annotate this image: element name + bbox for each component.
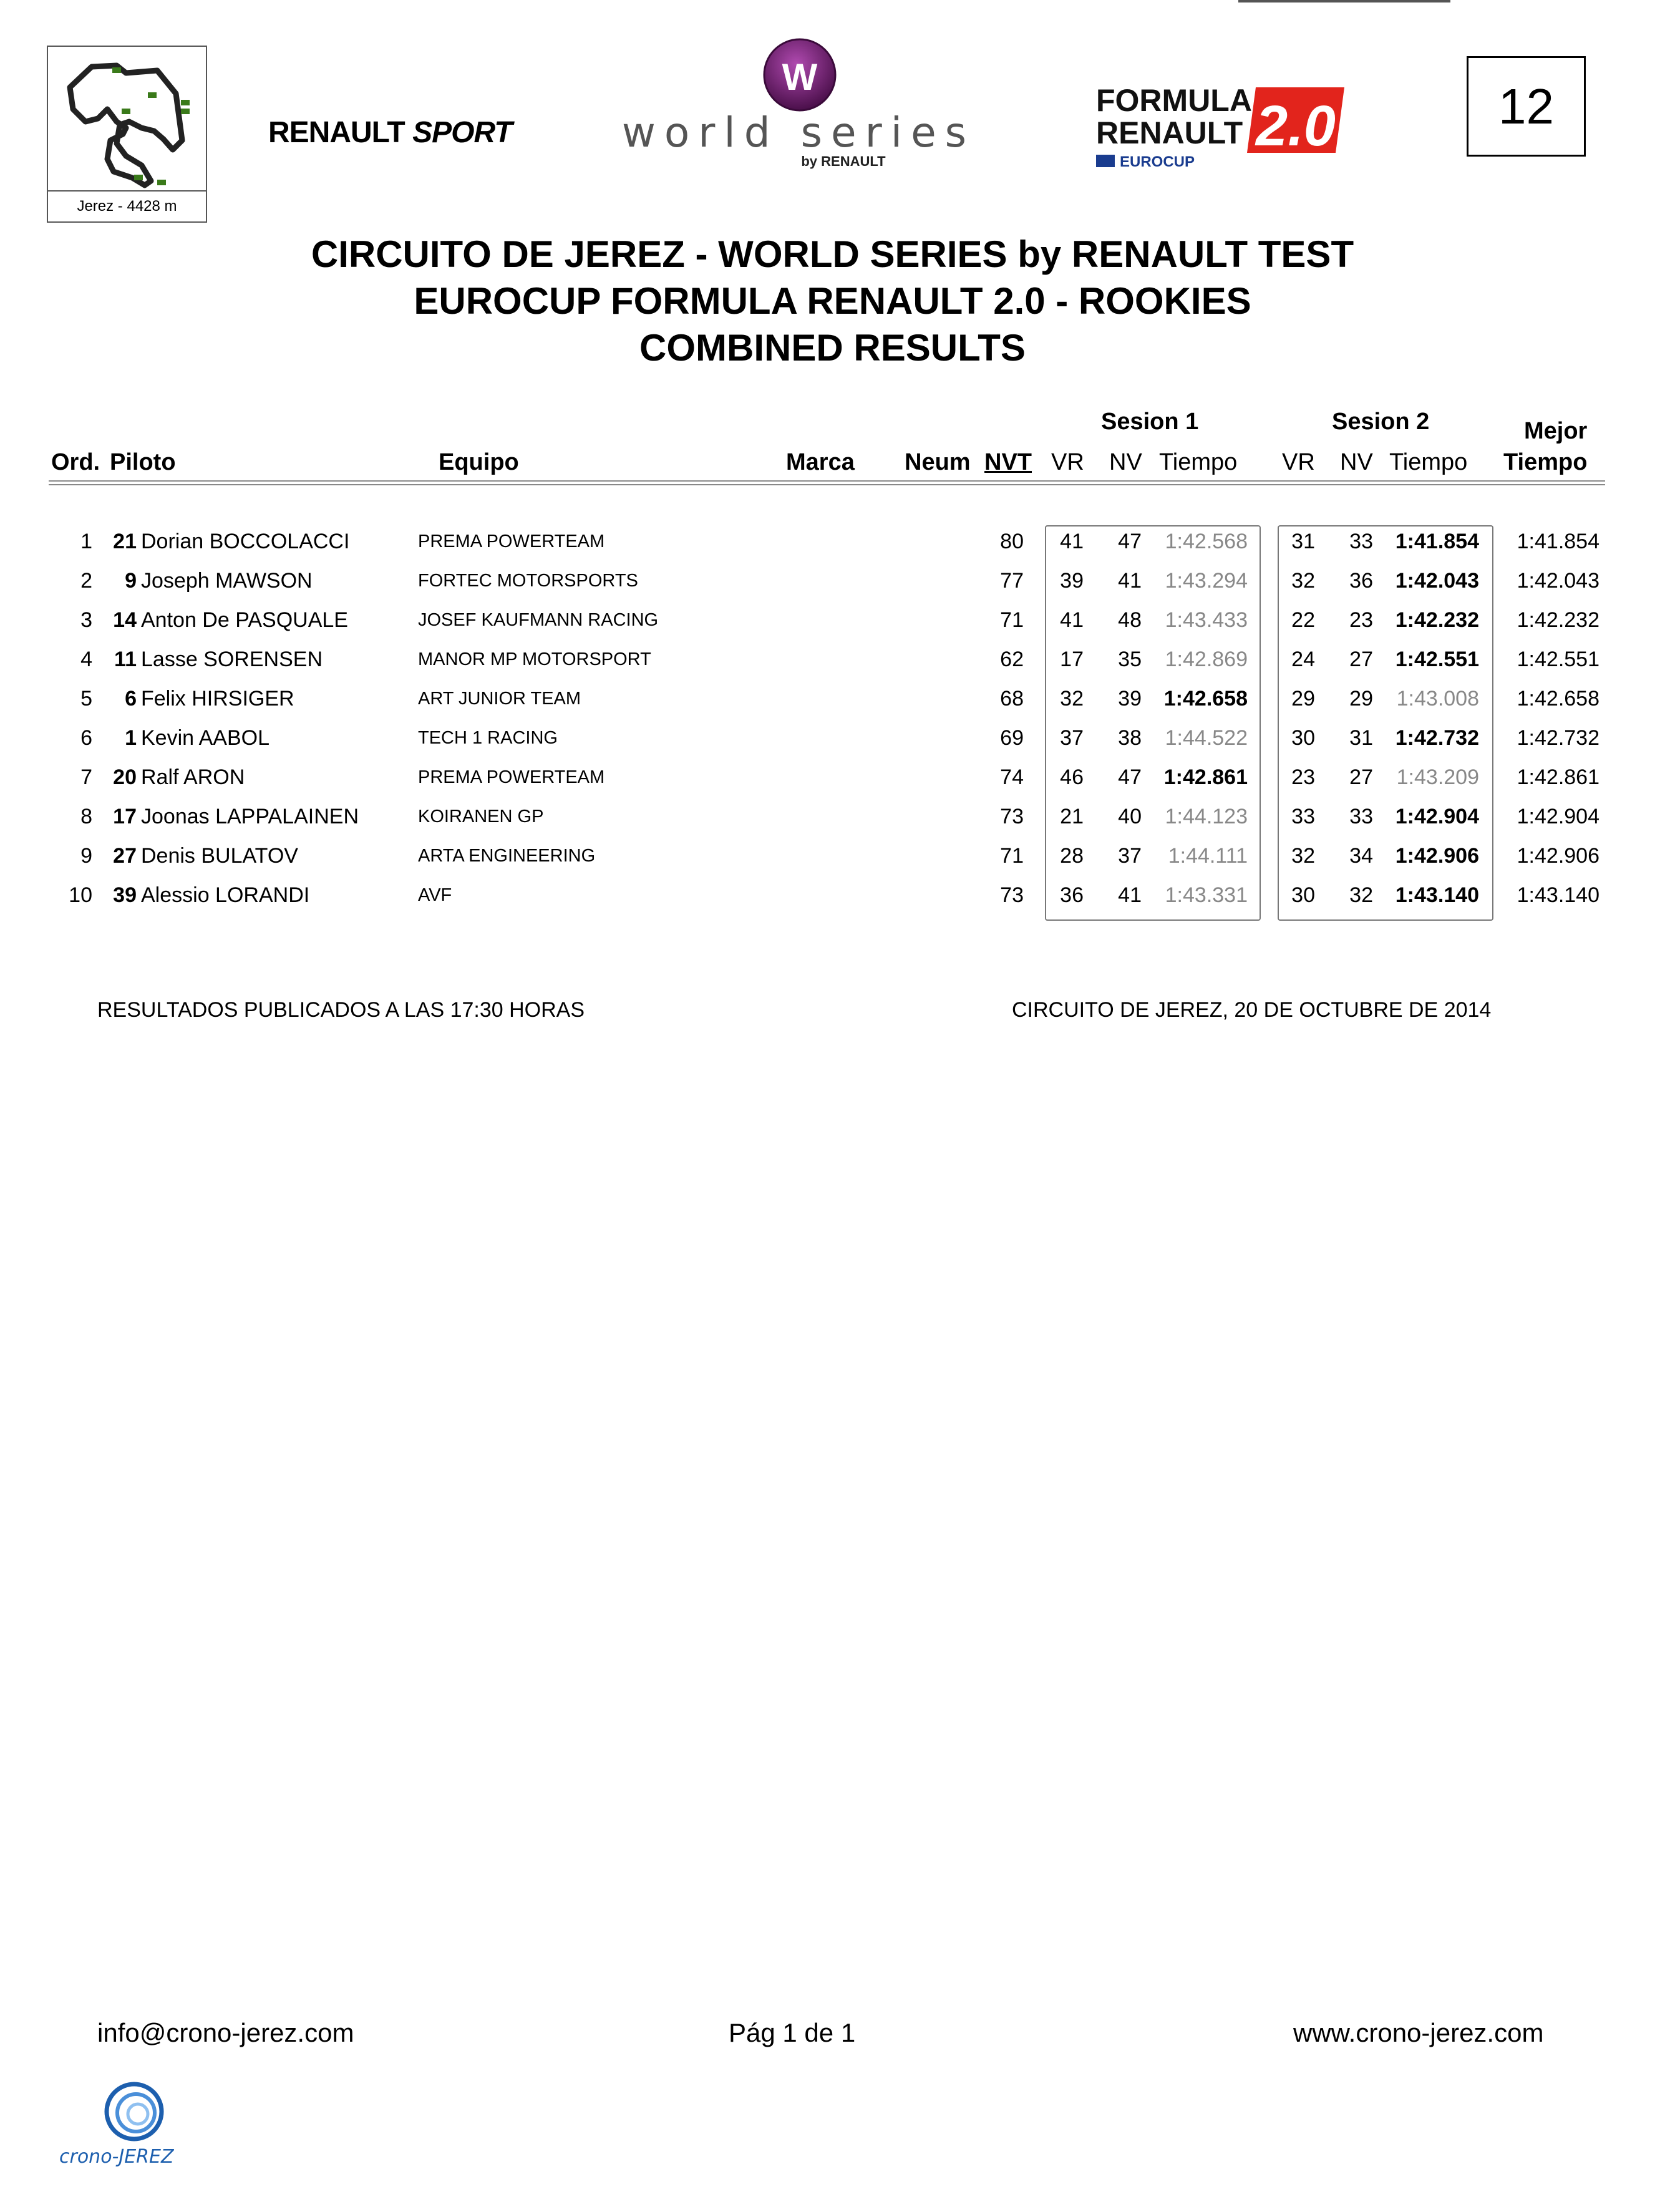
team-cell: AVF xyxy=(418,885,452,905)
total-laps-cell: 69 xyxy=(1000,726,1024,750)
car-number-cell: 39 xyxy=(113,883,137,907)
pilot-header: Piloto xyxy=(110,449,176,475)
best-time-cell: 1:43.140 xyxy=(1517,883,1599,907)
make-header: Marca xyxy=(786,449,855,475)
tyre-header: Neum xyxy=(905,449,971,475)
session2-time-cell: 1:43.140 xyxy=(1395,883,1479,907)
table-row xyxy=(0,561,1665,601)
session2-time-cell: 1:42.904 xyxy=(1395,805,1479,828)
car-number-cell: 27 xyxy=(113,844,137,868)
table-row xyxy=(0,601,1665,640)
total-laps-cell: 73 xyxy=(1000,805,1024,828)
place-date: CIRCUITO DE JEREZ, 20 DE OCTUBRE DE 2014 xyxy=(1012,998,1492,1022)
session2-best-lap-cell: 22 xyxy=(1291,608,1315,632)
table-row xyxy=(0,679,1665,719)
session1-laps-cell: 39 xyxy=(1118,687,1142,711)
jerez-track-map-icon xyxy=(48,47,206,192)
session2-best-lap-cell: 24 xyxy=(1291,648,1315,671)
session2-time-cell: 1:42.232 xyxy=(1395,608,1479,632)
formula-renault-version: 2.0 xyxy=(1256,94,1336,158)
published-note: RESULTADOS PUBLICADOS A LAS 17:30 HORAS xyxy=(97,998,585,1022)
position-cell: 2 xyxy=(80,569,92,593)
team-cell: PREMA POWERTEAM xyxy=(418,531,605,551)
position-cell: 7 xyxy=(80,765,92,789)
position-cell: 5 xyxy=(80,687,92,711)
session1-laps-cell: 47 xyxy=(1118,530,1142,553)
best-time-cell: 1:42.861 xyxy=(1517,765,1599,789)
session2-best-lap-cell: 23 xyxy=(1291,765,1315,789)
session1-time-cell: 1:44.123 xyxy=(1165,805,1248,828)
world-series-by-renault: by RENAULT xyxy=(801,153,886,169)
session1-best-lap-cell: 32 xyxy=(1060,687,1084,711)
pilot-name-cell: Kevin AABOL xyxy=(141,726,270,750)
session2-header: Sesion 2 xyxy=(1332,409,1430,435)
total-laps-cell: 73 xyxy=(1000,883,1024,907)
session2-time-cell: 1:42.906 xyxy=(1395,844,1479,868)
vr2-header: VR xyxy=(1282,449,1315,475)
session1-best-lap-cell: 39 xyxy=(1060,569,1084,593)
header-divider-top xyxy=(49,480,1605,482)
session1-time-cell: 1:43.331 xyxy=(1165,883,1248,907)
session1-laps-cell: 47 xyxy=(1118,765,1142,789)
session1-best-lap-cell: 28 xyxy=(1060,844,1084,868)
team-cell: TECH 1 RACING xyxy=(418,728,558,748)
session2-best-lap-cell: 30 xyxy=(1291,726,1315,750)
session1-best-lap-cell: 41 xyxy=(1060,608,1084,632)
best-time-cell: 1:41.854 xyxy=(1517,530,1599,553)
car-number-cell: 6 xyxy=(125,687,137,711)
pilot-name-cell: Lasse SORENSEN xyxy=(141,648,323,671)
table-row xyxy=(0,797,1665,837)
footer-email[interactable]: info@crono-jerez.com xyxy=(97,2018,354,2047)
total-laps-cell: 71 xyxy=(1000,608,1024,632)
best-time-cell: 1:42.232 xyxy=(1517,608,1599,632)
crono-jerez-wordmark: crono-JEREZ xyxy=(59,2146,174,2168)
session1-time-cell: 1:44.111 xyxy=(1168,844,1248,868)
position-cell: 1 xyxy=(80,530,92,553)
session1-time-cell: 1:42.658 xyxy=(1163,687,1248,711)
formula-renault-line2: RENAULT xyxy=(1096,115,1243,150)
session2-best-lap-cell: 32 xyxy=(1291,569,1315,593)
renault-sport-word2: SPORT xyxy=(412,116,512,149)
pilot-name-cell: Alessio LORANDI xyxy=(141,883,310,907)
session1-time-cell: 1:43.433 xyxy=(1165,608,1248,632)
car-number-cell: 9 xyxy=(125,569,137,593)
best-time-cell: 1:42.043 xyxy=(1517,569,1599,593)
title-line3: COMBINED RESULTS xyxy=(639,327,1026,369)
position-cell: 10 xyxy=(69,883,92,907)
time2-header: Tiempo xyxy=(1389,449,1468,475)
session1-time-cell: 1:42.861 xyxy=(1163,765,1248,789)
session1-best-lap-cell: 41 xyxy=(1060,530,1084,553)
session2-time-cell: 1:42.043 xyxy=(1395,569,1479,593)
session1-laps-cell: 35 xyxy=(1118,648,1142,671)
best-time-header-line1: Mejor xyxy=(1524,418,1588,444)
session2-laps-cell: 36 xyxy=(1349,569,1373,593)
total-laps-cell: 77 xyxy=(1000,569,1024,593)
position-cell: 9 xyxy=(80,844,92,868)
footer-website[interactable]: www.crono-jerez.com xyxy=(1293,2018,1544,2047)
total-laps-cell: 80 xyxy=(1000,530,1024,553)
session2-time-cell: 1:42.551 xyxy=(1395,648,1479,671)
svg-text:world series: world series xyxy=(621,109,976,157)
best-time-cell: 1:42.551 xyxy=(1517,648,1599,671)
pilot-name-cell: Dorian BOCCOLACCI xyxy=(141,530,350,553)
table-row xyxy=(0,719,1665,758)
best-time-cell: 1:42.904 xyxy=(1517,805,1599,828)
session2-best-lap-cell: 31 xyxy=(1291,530,1315,553)
title-line2: EUROCUP FORMULA RENAULT 2.0 - ROOKIES xyxy=(414,280,1251,322)
pilot-name-cell: Joseph MAWSON xyxy=(141,569,313,593)
car-number-cell: 17 xyxy=(113,805,137,828)
session2-laps-cell: 29 xyxy=(1349,687,1373,711)
time1-header: Tiempo xyxy=(1159,449,1238,475)
best-time-header-line2: Tiempo xyxy=(1503,449,1588,475)
session1-best-lap-cell: 46 xyxy=(1060,765,1084,789)
position-cell: 6 xyxy=(80,726,92,750)
session1-time-cell: 1:42.869 xyxy=(1165,648,1248,671)
best-time-cell: 1:42.906 xyxy=(1517,844,1599,868)
formula-renault-line1: FORMULA xyxy=(1096,83,1252,118)
table-row xyxy=(0,640,1665,679)
car-number-cell: 1 xyxy=(125,726,137,750)
team-cell: KOIRANEN GP xyxy=(418,807,544,827)
ord-header: Ord. xyxy=(51,449,100,475)
vr1-header: VR xyxy=(1051,449,1084,475)
session2-laps-cell: 27 xyxy=(1349,648,1373,671)
world-series-logo xyxy=(586,37,1017,175)
best-time-cell: 1:42.658 xyxy=(1517,687,1599,711)
total-laps-cell: 74 xyxy=(1000,765,1024,789)
session2-time-cell: 1:42.732 xyxy=(1395,726,1479,750)
session1-laps-cell: 48 xyxy=(1118,608,1142,632)
session2-laps-cell: 27 xyxy=(1349,765,1373,789)
position-cell: 4 xyxy=(80,648,92,671)
pilot-name-cell: Ralf ARON xyxy=(141,765,245,789)
table-row xyxy=(0,522,1665,561)
renault-sport-word1: RENAULT xyxy=(268,116,405,149)
track-length-label: Jerez - 4428 m xyxy=(48,190,206,221)
title-line1: CIRCUITO DE JEREZ - WORLD SERIES by RENAULT TEST xyxy=(311,233,1354,275)
car-number-cell: 11 xyxy=(114,648,137,671)
session2-best-lap-cell: 32 xyxy=(1291,844,1315,868)
svg-text:W: W xyxy=(782,56,818,98)
nv2-header: NV xyxy=(1340,449,1373,475)
session2-best-lap-cell: 29 xyxy=(1291,687,1315,711)
team-header: Equipo xyxy=(439,449,519,475)
session1-time-cell: 1:43.294 xyxy=(1165,569,1248,593)
team-cell: PREMA POWERTEAM xyxy=(418,767,605,787)
session2-laps-cell: 33 xyxy=(1349,530,1373,553)
total-laps-cell: 68 xyxy=(1000,687,1024,711)
session2-time-cell: 1:41.854 xyxy=(1395,530,1479,553)
session2-laps-cell: 23 xyxy=(1349,608,1373,632)
session1-time-cell: 1:42.568 xyxy=(1165,530,1248,553)
table-row xyxy=(0,876,1665,915)
session2-laps-cell: 33 xyxy=(1349,805,1373,828)
session1-laps-cell: 41 xyxy=(1118,569,1142,593)
session1-best-lap-cell: 36 xyxy=(1060,883,1084,907)
session2-time-cell: 1:43.209 xyxy=(1396,765,1479,789)
session1-best-lap-cell: 17 xyxy=(1060,648,1084,671)
team-cell: FORTEC MOTORSPORTS xyxy=(418,571,638,591)
session1-time-cell: 1:44.522 xyxy=(1165,726,1248,750)
session2-time-cell: 1:43.008 xyxy=(1396,687,1479,711)
position-cell: 3 xyxy=(80,608,92,632)
footer-page-indicator: Pág 1 de 1 xyxy=(729,2018,856,2047)
pilot-name-cell: Joonas LAPPALAINEN xyxy=(141,805,359,828)
car-number-cell: 20 xyxy=(113,765,137,789)
car-number-cell: 21 xyxy=(113,530,137,553)
team-cell: ART JUNIOR TEAM xyxy=(418,689,581,709)
crono-jerez-logo xyxy=(53,2071,234,2171)
pilot-name-cell: Denis BULATOV xyxy=(141,844,298,868)
session1-laps-cell: 41 xyxy=(1118,883,1142,907)
page-number-box: 12 xyxy=(1467,56,1586,157)
pilot-name-cell: Felix HIRSIGER xyxy=(141,687,294,711)
session2-laps-cell: 32 xyxy=(1349,883,1373,907)
session1-header: Sesion 1 xyxy=(1101,409,1199,435)
total-laps-cell: 71 xyxy=(1000,844,1024,868)
pilot-name-cell: Anton De PASQUALE xyxy=(141,608,348,632)
track-map-box xyxy=(47,46,207,223)
nvt-header: NVT xyxy=(984,449,1032,475)
table-row xyxy=(0,837,1665,876)
table-row xyxy=(0,758,1665,797)
session2-best-lap-cell: 30 xyxy=(1291,883,1315,907)
team-cell: MANOR MP MOTORSPORT xyxy=(418,649,651,669)
session2-best-lap-cell: 33 xyxy=(1291,805,1315,828)
session2-laps-cell: 31 xyxy=(1349,726,1373,750)
session2-laps-cell: 34 xyxy=(1349,844,1373,868)
formula-renault-logo xyxy=(1089,81,1351,181)
session1-laps-cell: 40 xyxy=(1118,805,1142,828)
header-divider-bottom xyxy=(49,484,1605,485)
car-number-cell: 14 xyxy=(113,608,137,632)
total-laps-cell: 62 xyxy=(1000,648,1024,671)
team-cell: JOSEF KAUFMANN RACING xyxy=(418,610,659,630)
eurocup-label: EUROCUP xyxy=(1120,153,1195,170)
session1-best-lap-cell: 21 xyxy=(1060,805,1084,828)
best-time-cell: 1:42.732 xyxy=(1517,726,1599,750)
session1-laps-cell: 37 xyxy=(1118,844,1142,868)
nv1-header: NV xyxy=(1109,449,1142,475)
renault-sport-logo xyxy=(268,115,512,150)
session1-laps-cell: 38 xyxy=(1118,726,1142,750)
top-edge-line xyxy=(1238,0,1450,2)
team-cell: ARTA ENGINEERING xyxy=(418,846,596,866)
position-cell: 8 xyxy=(80,805,92,828)
session1-best-lap-cell: 37 xyxy=(1060,726,1084,750)
